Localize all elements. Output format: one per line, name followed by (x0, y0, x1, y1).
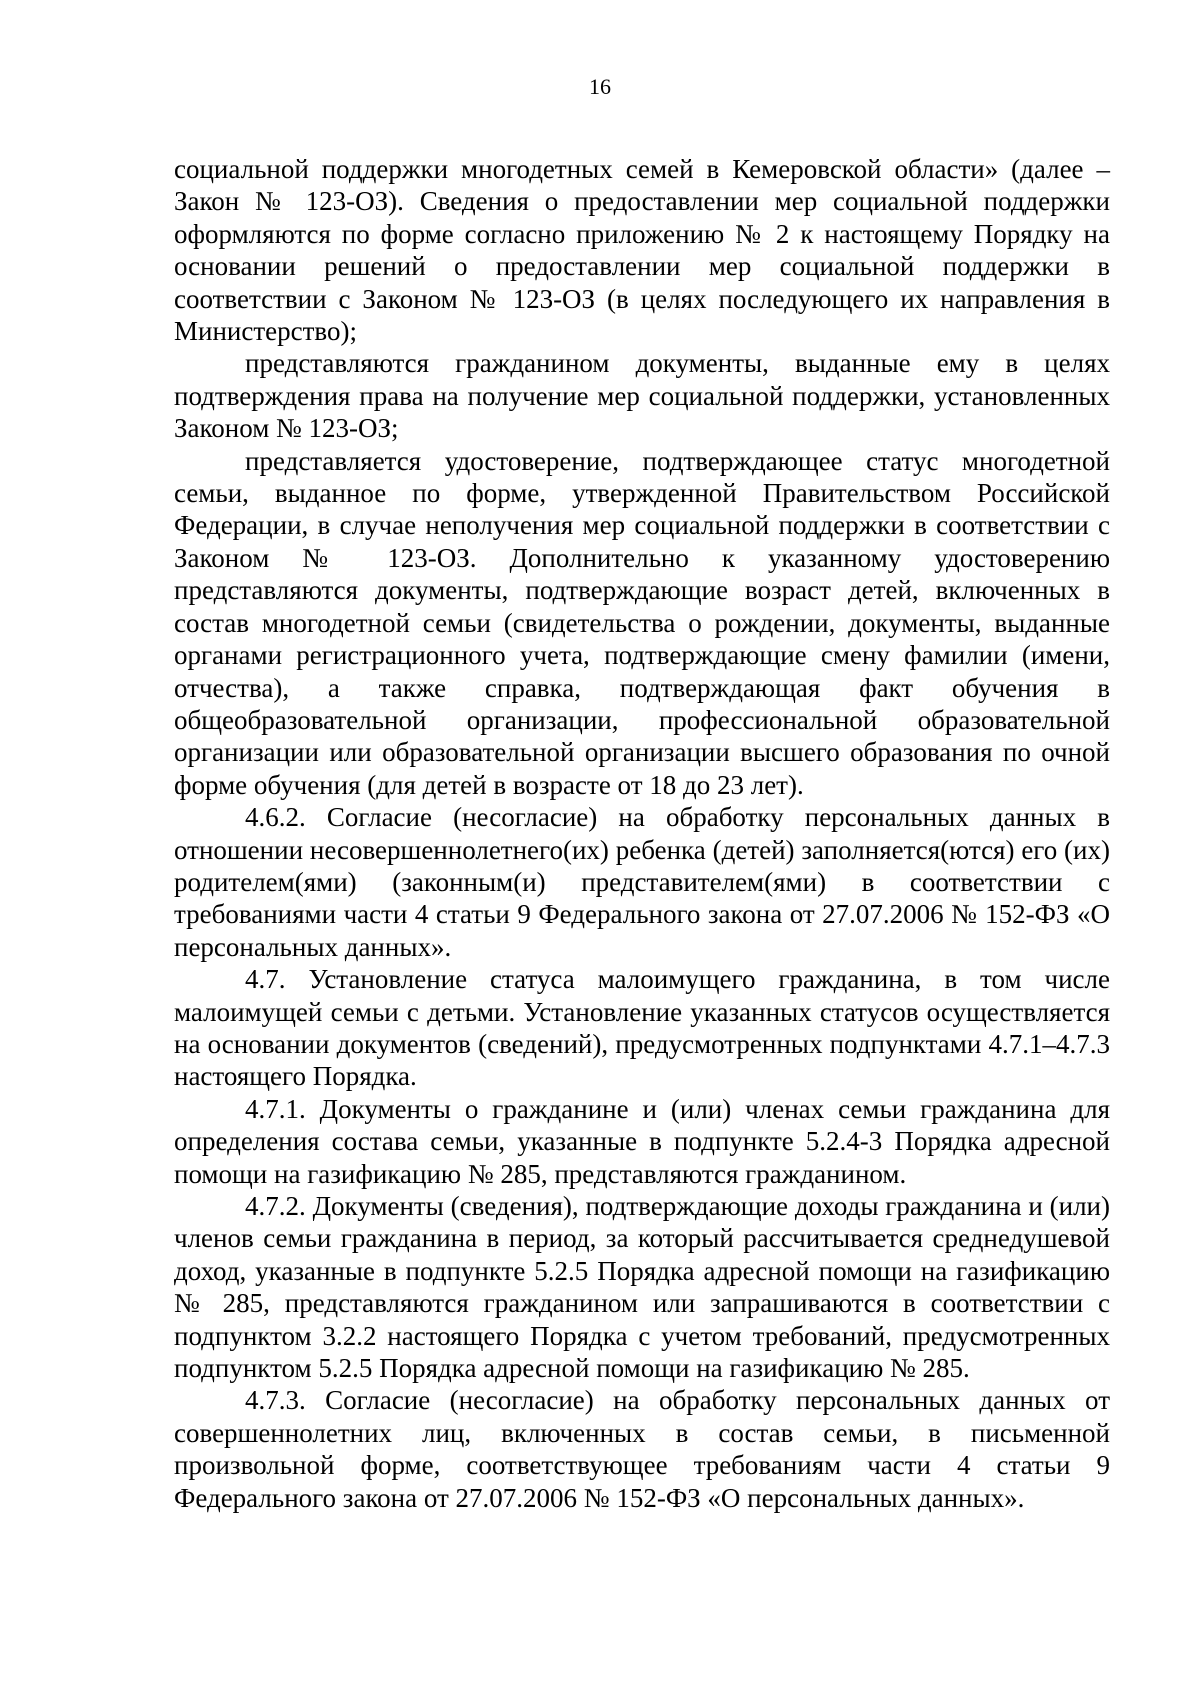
paragraph: представляется удостоверение, подтверждающее статус многодетной семьи, выданное по форме, утвержденной Правительством Российской Федерации, в случае неполучения мер социальной поддержки в соответствии с Законом № 123-ОЗ. Дополнительно к указанному удостоверению представляются документы, подтверждающие возраст детей, включенных в состав многодетной семьи (свидетельства о рождении, документы, выданные органами регистрационного учета, подтверждающие смену фамилии (имени, отчества), а также справка, подтверждающая факт обучения в общеобразовательной организации, профессиональной образовательной организации или образовательной организации высшего образования по очной форме обучения (для детей в возрасте от 18 до 23 лет). (174, 445, 1110, 800)
paragraph-4-7-1: 4.7.1. Документы о гражданине и (или) членах семьи гражданина для определения состава семьи, указанные в подпункте 5.2.4-3 Порядка адресной помощи на газификацию № 285, представляются гражданином. (174, 1093, 1110, 1189)
paragraph-continuation: социальной поддержки многодетных семей в Кемеровской области» (далее – Закон № 123-ОЗ). Сведения о предоставлении мер социальной поддержки оформляются по форме согласно приложению № 2 к настоящему Порядку на основании решений о предоставлении мер социальной поддержки в соответствии с Законом № 123-ОЗ (в целях последующего их направления в Министерство); (174, 154, 1110, 347)
paragraph-4-7-2: 4.7.2. Документы (сведения), подтверждающие доходы гражданина и (или) членов семьи гражданина в период, за который рассчитывается среднедушевой доход, указанные в подпункте 5.2.5 Порядка адресной помощи на газификацию № 285, представляются гражданином или запрашиваются в соответствии с подпунктом 3.2.2 настоящего Порядка с учетом требований, предусмотренных подпунктом 5.2.5 Порядка адресной помощи на газификацию № 285. (174, 1191, 1110, 1384)
paragraph-4-6-2: 4.6.2. Согласие (несогласие) на обработку персональных данных в отношении несовершеннолетнего(их) ребенка (детей) заполняется(ются) его (их) родителем(ями) (законным(и) представителем(ями) в соответствии с требованиями части 4 статьи 9 Федерального закона от 27.07.2006 № 152-ФЗ «О персональных данных». (174, 802, 1110, 962)
paragraph-4-7: 4.7. Установление статуса малоимущего гражданина, в том числе малоимущей семьи с детьми. Установление указанных статусов осуществляется на основании документов (сведений), предусмотренных подпунктами 4.7.1–4.7.3 настоящего Порядка. (174, 964, 1110, 1092)
document-body (174, 153, 1110, 1514)
page-number: 16 (589, 74, 611, 99)
paragraph: представляются гражданином документы, выданные ему в целях подтверждения права на получение мер социальной поддержки, установленных Законом № 123-ОЗ; (174, 348, 1110, 444)
paragraph-4-7-3: 4.7.3. Согласие (несогласие) на обработку персональных данных от совершеннолетних лиц, включенных в состав семьи, в письменной произвольной форме, соответствующее требованиям части 4 статьи 9 Федерального закона от 27.07.2006 № 152-ФЗ «О персональных данных». (174, 1385, 1110, 1513)
